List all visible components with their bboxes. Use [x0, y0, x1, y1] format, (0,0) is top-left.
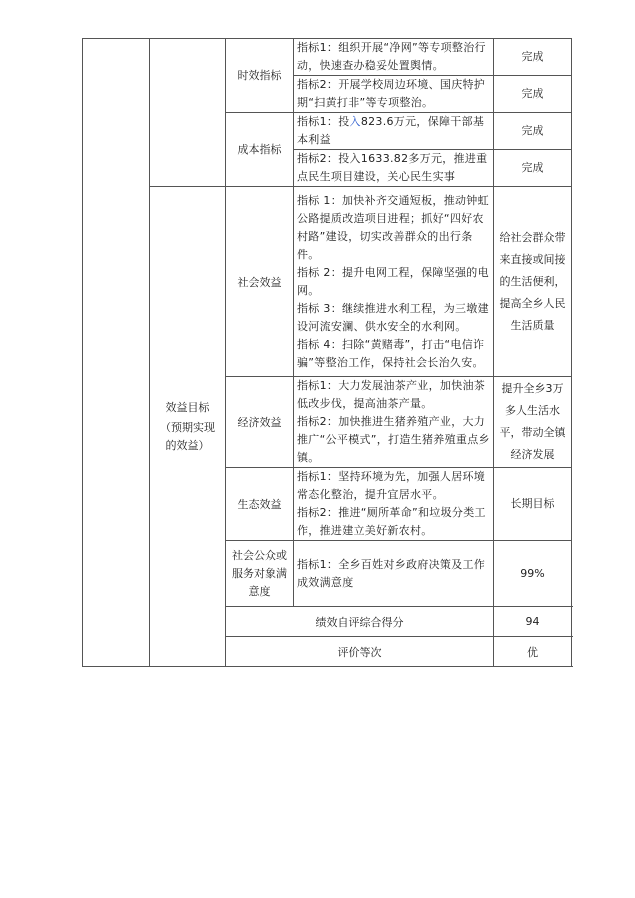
indicator-result: 完成 [494, 76, 572, 113]
indicator-text: 指标 1：加快补齐交通短板，推动钟虹公路提质改造项目进程；抓好“四好农村路”建设，切实改善群众的出行条件。 [297, 193, 489, 261]
table-row [83, 187, 572, 377]
indicator-type-economic: 经济效益 [226, 377, 294, 468]
benefit-goal-cell [150, 187, 226, 667]
indicator-type-ecological: 生态效益 [226, 468, 294, 541]
indicator-text: 指标1：组织开展“净网”等专项整治行动，快速查办稳妥处置舆情。 [294, 39, 494, 76]
indicator-text: 指标2：加快推进生猪养殖产业，大力推广“公平模式”，打造生猪养殖重点乡镇。 [297, 415, 490, 464]
indicator-type-cost: 成本指标 [226, 113, 294, 187]
indicator-text [294, 113, 494, 150]
indicator-type-timeliness: 时效指标 [226, 39, 294, 113]
indicator-text-part: 823.6万元，保障干部基本利益 [297, 115, 485, 146]
indicator-result: 完成 [494, 113, 572, 150]
category-cell-blank [83, 39, 150, 667]
indicator-result: 99% [494, 541, 572, 607]
indicator-text: 指标1：全乡百姓对乡政府决策及工作成效满意度 [294, 541, 494, 607]
grade-value: 优 [494, 637, 572, 667]
indicator-result: 完成 [494, 39, 572, 76]
indicator-type-social: 社会效益 [226, 187, 294, 377]
grade-label: 评价等次 [226, 637, 494, 667]
benefit-goal-label: 效益目标 [165, 400, 210, 414]
indicator-text: 指标 2：提升电网工程，保障坚强的电网。 [297, 265, 489, 297]
subcategory-cell-blank [150, 39, 226, 187]
score-value: 94 [494, 607, 572, 637]
indicator-text: 指标2：推进“厕所革命”和垃圾分类工作，推进建立美好新农村。 [297, 506, 486, 537]
indicator-text-group [294, 468, 494, 541]
indicator-type-satisfaction: 社会公众或服务对象满意度 [226, 541, 294, 607]
indicator-text-group [294, 377, 494, 468]
performance-table [82, 38, 572, 667]
indicator-text: 指标2：投入1633.82多万元，推进重点民生项目建设，关心民生实事 [294, 150, 494, 187]
score-label: 绩效自评综合得分 [226, 607, 494, 637]
indicator-text: 指标 4：扫除“黄赌毒”，打击“电信诈骗”等整治工作，保持社会长治久安。 [297, 337, 485, 369]
indicator-text: 指标 3：继续推进水利工程，为三墩建设河流安澜、供水安全的水利网。 [297, 301, 489, 333]
indicator-text: 指标2：开展学校周边环境、国庆特护期“扫黄打非”等专项整治。 [294, 76, 494, 113]
indicator-text: 指标1：大力发展油茶产业，加快油茶低改步伐，提高油茶产量。 [297, 379, 486, 410]
indicator-result: 长期目标 [494, 468, 572, 541]
indicator-result: 提升全乡3万多人生活水平，带动全镇经济发展 [494, 377, 572, 468]
indicator-text: 指标1：坚持环境为先，加强人居环境常态化整治，提升宜居水平。 [297, 470, 486, 501]
benefit-goal-sub: （预期实现的效益） [160, 420, 215, 452]
indicator-text-part: 指标1：投 [297, 115, 350, 128]
indicator-result: 给社会群众带来直接或间接的生活便利，提高全乡人民生活质量 [494, 187, 572, 377]
indicator-result: 完成 [494, 150, 572, 187]
indicator-text-group [294, 187, 494, 377]
indicator-text-highlight: 入 [349, 115, 361, 128]
table-row [83, 39, 572, 76]
